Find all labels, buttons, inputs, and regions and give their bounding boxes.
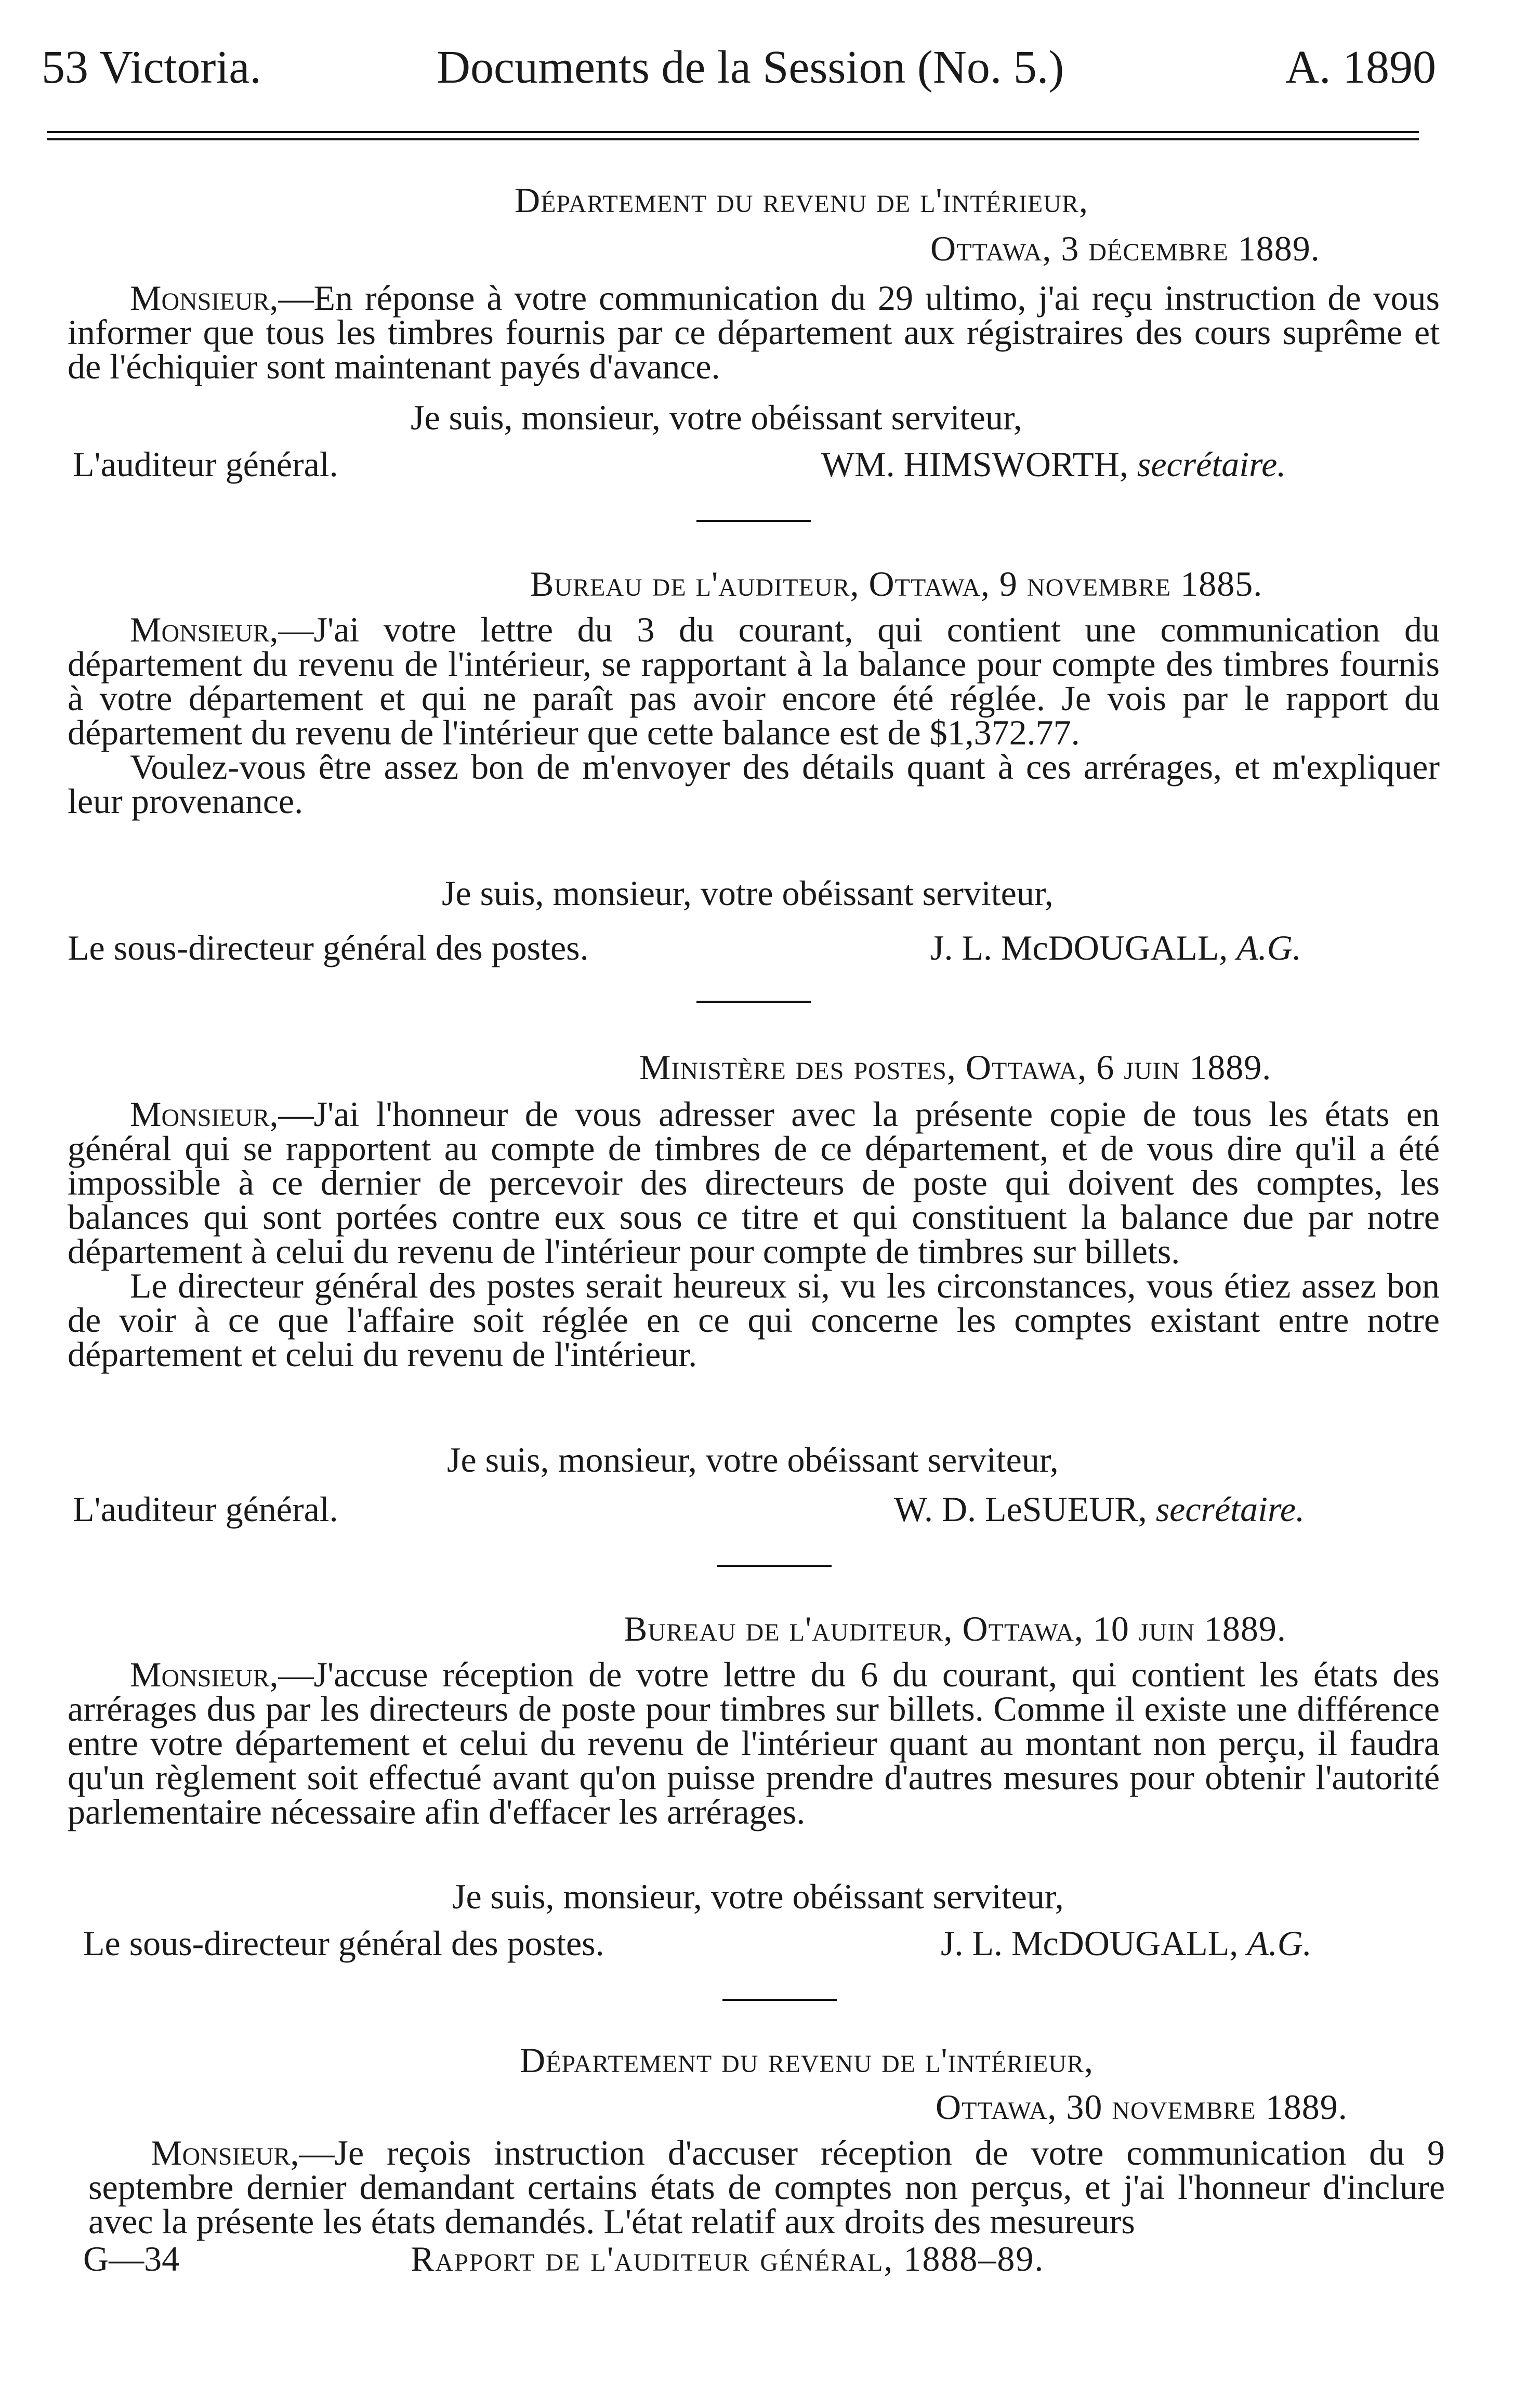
letter-5-heading-line-2: Ottawa, 30 novembre 1889. <box>936 2087 1348 2127</box>
letter-2-paragraph-1-text: —J'ai votre lettre du 3 du courant, qui contient une communication du département du revenu de l'intérieur, se rapportant à la balance pour compte des timbres fournis à votre département et qui ne paraît pas avoir encore été réglée. Je vois par le rapport du département du revenu de l'intérieur que cette balance est de $1,372.77. <box>68 610 1440 752</box>
letter-2-paragraph-1 <box>68 612 1440 750</box>
header-session: 53 Victoria. <box>42 42 261 93</box>
letter-1-heading-line-1: Département du revenu de l'intérieur, <box>515 180 1088 220</box>
letter-3-heading: Ministère des postes, Ottawa, 6 juin 1889. <box>639 1048 1272 1087</box>
letter-3-addressee: L'auditeur général. <box>73 1489 338 1529</box>
letter-1-signature-name: WM. HIMSWORTH, <box>821 444 1128 484</box>
letter-2-heading: Bureau de l'auditeur, Ottawa, 9 novembre 1885. <box>530 564 1263 604</box>
header-year: A. 1890 <box>1285 42 1436 93</box>
footer-page-ref: G—34 <box>83 2239 180 2279</box>
letter-3-salutation: Monsieur, <box>130 1094 279 1134</box>
letter-3-signature-title: secrétaire. <box>1155 1489 1305 1529</box>
letter-2-signature-title: A.G. <box>1236 928 1301 967</box>
letter-5-paragraph-text: —Je reçois instruction d'accuser réception de votre communication du 9 septembre dernier demandant certains états de comptes non perçus, et j'ai l'honneur d'inclure avec la présente les états demandés. L'état relatif aux droits des mesureurs <box>88 2133 1445 2241</box>
header-rule-bottom <box>47 138 1419 140</box>
letter-1-paragraph <box>68 278 1440 386</box>
header-rule-top <box>47 131 1419 133</box>
letter-1-body <box>68 278 1440 386</box>
letter-1-paragraph-text: —En réponse à votre communication du 29 ultimo, j'ai reçu instruction de vous informer que tous les timbres fournis par ce département aux régistraires des cours suprême et de l'échiquier sont maintenant payés d'avance. <box>68 278 1440 386</box>
running-header <box>42 36 1436 99</box>
letter-4-closing: Je suis, monsieur, votre obéissant serviteur, <box>452 1877 1064 1916</box>
separator-rule <box>717 1565 832 1567</box>
letter-4-paragraph <box>68 1657 1440 1829</box>
letter-1-addressee: L'auditeur général. <box>73 444 338 484</box>
letter-2-signature-name: J. L. McDOUGALL, <box>930 928 1228 967</box>
letter-2-salutation: Monsieur, <box>130 610 279 649</box>
letter-4-addressee: Le sous-directeur général des postes. <box>83 1923 604 1963</box>
letter-4-salutation: Monsieur, <box>130 1655 279 1694</box>
letter-4-signature-name: J. L. McDOUGALL, <box>941 1923 1239 1963</box>
letter-1-closing: Je suis, monsieur, votre obéissant serviteur, <box>411 398 1022 437</box>
letter-2-addressee: Le sous-directeur général des postes. <box>68 928 589 967</box>
letter-1-signature-title: secrétaire. <box>1137 444 1286 484</box>
letter-3-paragraph-1 <box>68 1094 1440 1271</box>
letter-2-paragraph-2: Voulez-vous être assez bon de m'envoyer des détails quant à ces arrérages, et m'expliquer leur provenance. <box>68 747 1440 821</box>
header-title: Documents de la Session (No. 5.) <box>437 42 1064 93</box>
letter-3-paragraph-1-text: —J'ai l'honneur de vous adresser avec la présente copie de tous les états en général qui se rapportent au compte de timbres de ce département, et de vous dire qu'il a été impossible à ce dernier de percevoir des directeurs de poste qui doivent des comptes, les balances qui sont portées contre eux sous ce titre et qui constituent la balance due par notre département à celui du revenu de l'intérieur pour compte de timbres sur billets. <box>68 1094 1440 1271</box>
letter-4-paragraph-text: —J'accuse réception de votre lettre du 6 du courant, qui contient les états des arrérages dus par les directeurs de poste pour timbres sur billets. Comme il existe une différence entre votre département et celui du revenu de l'intérieur quant au montant non perçu, il faudra qu'un règlement soit effectué avant qu'on puisse prendre d'autres mesures pour obtenir l'autorité parlementaire nécessaire afin d'effacer les arrérages. <box>68 1655 1440 1831</box>
letter-3-body <box>68 1094 1440 1374</box>
letter-4-signature <box>941 1923 1312 1963</box>
letter-4-signature-title: A.G. <box>1247 1923 1312 1963</box>
letter-2-closing: Je suis, monsieur, votre obéissant serviteur, <box>442 873 1054 913</box>
letter-2-signature <box>930 928 1301 967</box>
letter-3-signature-name: W. D. LeSUEUR, <box>894 1489 1147 1529</box>
letter-5-heading-line-1: Département du revenu de l'intérieur, <box>520 2040 1094 2080</box>
letter-3-signature <box>894 1489 1305 1529</box>
letter-5-paragraph <box>88 2133 1445 2241</box>
letter-3-paragraph-2: Le directeur général des postes serait heureux si, vu les circonstances, vous étiez assez bon de voir à ce que l'affaire soit réglée en ce qui concerne les comptes existant entre notre département et celui du revenu de l'intérieur. <box>68 1266 1440 1374</box>
letter-4-heading: Bureau de l'auditeur, Ottawa, 10 juin 1889. <box>624 1609 1286 1648</box>
footer-report-title: Rapport de l'auditeur général, 1888–89. <box>411 2239 1045 2279</box>
letter-5-body <box>88 2133 1445 2241</box>
letter-1-signature <box>821 444 1286 484</box>
letter-4-body <box>68 1657 1440 1829</box>
letter-5-salutation: Monsieur, <box>151 2133 299 2172</box>
separator-rule <box>696 1001 811 1003</box>
letter-3-closing: Je suis, monsieur, votre obéissant serviteur, <box>447 1440 1059 1479</box>
letter-1-heading-line-2: Ottawa, 3 décembre 1889. <box>930 229 1320 268</box>
letter-2-body <box>68 610 1440 821</box>
separator-rule <box>696 520 811 522</box>
letter-1-salutation: Monsieur, <box>130 278 279 318</box>
separator-rule <box>722 1999 837 2001</box>
